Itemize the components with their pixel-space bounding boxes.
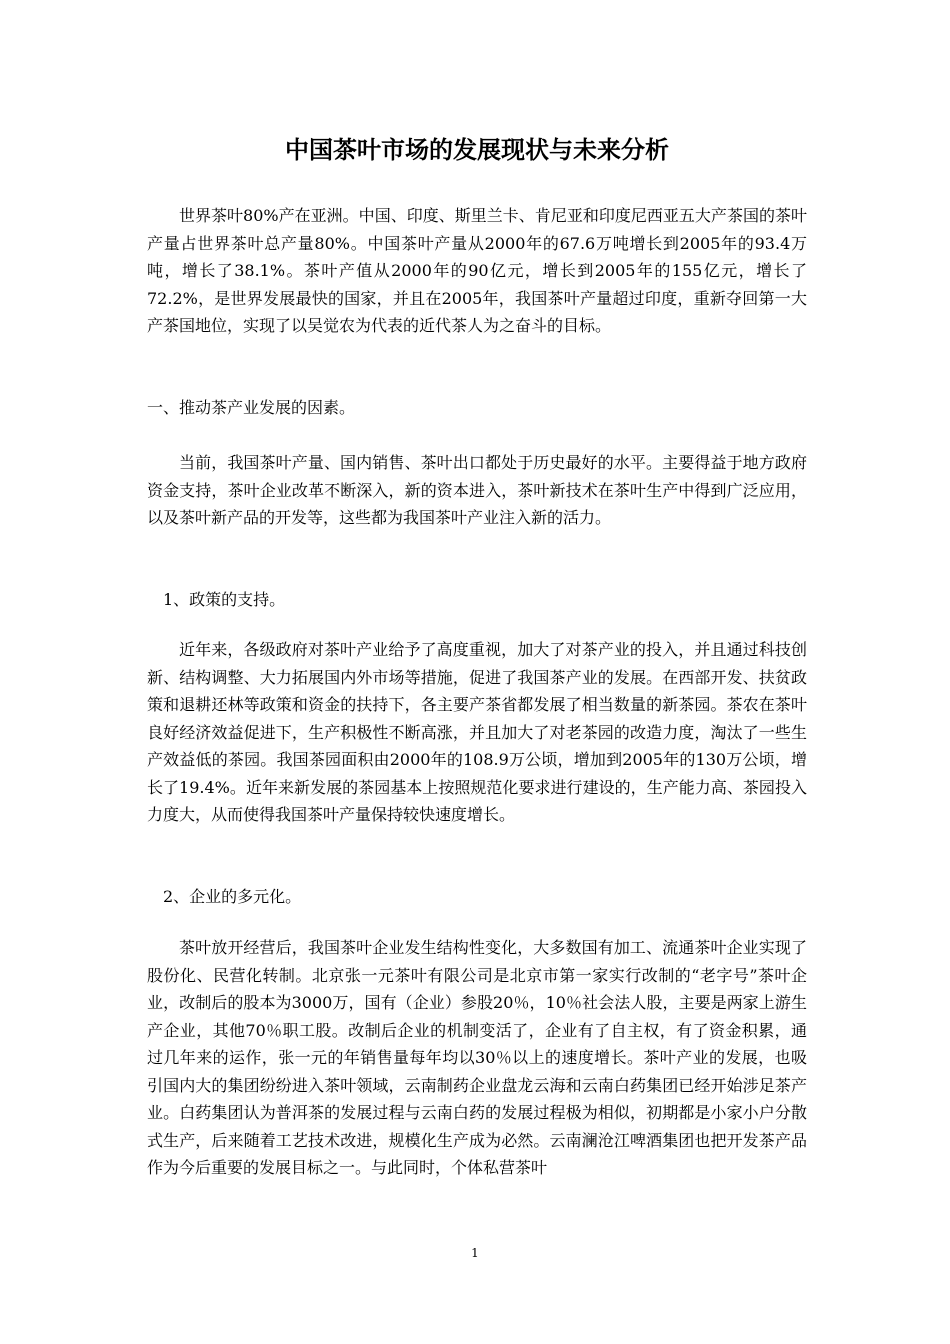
paragraph-factors: 当前，我国茶叶产量、国内销售、茶叶出口都处于历史最好的水平。主要得益于地方政府资金支持，茶叶企业改革不断深入，新的资本进入，茶叶新技术在茶叶生产中得到广泛应用，以及茶叶新产品的开发等，这些都为我国茶叶产业注入新的活力。 bbox=[147, 453, 807, 527]
section-heading-1: 一、推动茶产业发展的因素。 bbox=[147, 398, 356, 417]
paragraph-enterprise: 茶叶放开经营后，我国茶叶企业发生结构性变化，大多数国有加工、流通茶叶企业实现了股份化、民营化转制。北京张一元茶叶有限公司是北京市第一家实行改制的“老字号”茶叶企业，改制后的股本为3000万，国有（企业）参股20％，10％社会法人股，主要是两家上游生产企业，其他70％职工股。改制后企业的机制变活了，企业有了自主权，有了资金积累，通过几年来的运作，张一元的年销售量每年均以30％以上的速度增长。茶叶产业的发展，也吸引国内大的集团纷纷进入茶叶领域，云南制药企业盘龙云海和云南白药集团已经开始涉足茶产业。白药集团认为普洱茶的发展过程与云南白药的发展过程极为相似，初期都是小家小户分散式生产，后来随着工艺技术改进，规模化生产成为必然。云南澜沧江啤酒集团也把开发茶产品作为今后重要的发展目标之一。与此同时，个体私营茶叶 bbox=[147, 938, 807, 1177]
paragraph-policy: 近年来，各级政府对茶叶产业给予了高度重视，加大了对茶产业的投入，并且通过科技创新、结构调整、大力拓展国内外市场等措施，促进了我国茶产业的发展。在西部开发、扶贫政策和退耕还林等政策和资金的扶持下，各主要产茶省都发展了相当数量的新茶园。茶农在茶叶良好经济效益促进下，生产积极性不断高涨，并且加大了对老茶园的改造力度，淘汰了一些生产效益低的茶园。我国茶园面积由2000年的108.9万公顷，增加到2005年的130万公顷，增长了19.4%。近年来新发展的茶园基本上按照规范化要求进行建设的，生产能力高、茶园投入力度大，从而使得我国茶叶产量保持较快速度增长。 bbox=[147, 640, 807, 824]
subsection-heading-enterprise: 2、企业的多元化。 bbox=[163, 887, 302, 906]
subsection-heading-policy: 1、政策的支持。 bbox=[163, 590, 286, 609]
document-title: 中国茶叶市场的发展现状与未来分析 bbox=[285, 136, 669, 164]
paragraph-intro: 世界茶叶80%产在亚洲。中国、印度、斯里兰卡、肯尼亚和印度尼西亚五大产茶国的茶叶产量占世界茶叶总产量80%。中国茶叶产量从2000年的67.6万吨增长到2005年的93.4万吨，增长了38.1%。茶叶产值从2000年的90亿元，增长到2005年的155亿元，增长了72.2%，是世界发展最快的国家，并且在2005年，我国茶叶产量超过印度，重新夺回第一大产茶国地位，实现了以吴觉农为代表的近代茶人为之奋斗的目标。 bbox=[147, 206, 807, 335]
page-number: 1 bbox=[471, 1246, 479, 1260]
